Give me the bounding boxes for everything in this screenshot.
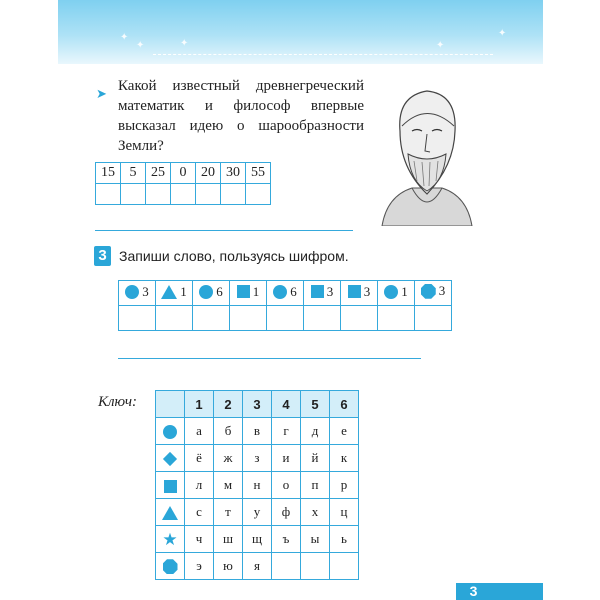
sparkle-icon: ✦ [136,40,145,51]
cipher-number: 1 [401,283,408,299]
key-letter-cell: ц [330,499,359,526]
key-column-header: 2 [214,391,243,418]
cipher-number: 3 [142,283,149,299]
sparkle-icon: ✦ [180,38,189,49]
key-letter-cell: к [330,445,359,472]
key-letter-cell: з [243,445,272,472]
key-column-header: 1 [185,391,214,418]
cipher-number: 3 [363,283,371,299]
key-letter-cell: т [214,499,243,526]
key-letter-cell [301,553,330,580]
answer-cell[interactable] [341,306,378,331]
key-letter-cell: й [301,445,330,472]
cipher-key-table [155,390,359,580]
key-row [156,445,359,472]
key-letter-cell: щ [243,526,272,553]
key-row [156,472,359,499]
key-letter-cell: в [243,418,272,445]
answer-line[interactable] [118,358,421,359]
header-dashed-line [153,54,493,55]
cipher-cell [378,281,415,306]
number-cell: 20 [196,163,221,184]
cipher-number: 1 [252,283,260,299]
answer-cell[interactable] [230,306,267,331]
question-text: Какой известный древнегреческий математик и философ впервые высказал идею о шарообразности Земли? [118,78,364,154]
key-letter-cell: ф [272,499,301,526]
number-cell: 0 [171,163,196,184]
key-letter-cell: и [272,445,301,472]
key-letter-cell: р [330,472,359,499]
arrow-bullet-icon: ➤ [96,86,107,101]
octagon-icon [421,284,436,299]
key-letter-cell: ш [214,526,243,553]
number-cell: 5 [121,163,146,184]
answer-cell[interactable] [119,306,156,331]
cipher-number: 6 [216,283,223,299]
key-column-header: 5 [301,391,330,418]
key-shape-cell [156,472,185,499]
key-letter-cell: с [185,499,214,526]
key-column-header: 3 [243,391,272,418]
circle-icon [273,285,287,299]
answer-cell[interactable] [146,184,171,205]
answer-cell[interactable] [221,184,246,205]
answer-cell[interactable] [96,184,121,205]
key-corner-cell [156,391,185,418]
square-icon [311,285,324,298]
key-letter-cell: г [272,418,301,445]
circle-icon [125,285,139,299]
cipher-cell [267,281,304,306]
sparkle-icon: ✦ [436,40,445,51]
cipher-cell [156,281,193,306]
key-letter-cell: м [214,472,243,499]
answer-number-table [95,162,271,205]
answer-cell[interactable] [304,306,341,331]
circle-icon [163,425,177,439]
key-column-header: 4 [272,391,301,418]
circle-icon [384,285,398,299]
diamond-icon [163,452,177,466]
key-letter-cell: ч [185,526,214,553]
task-instruction: Запиши слово, пользуясь шифром. [119,248,349,264]
octagon-icon [163,559,178,574]
answer-cell[interactable] [156,306,193,331]
cipher-number: 6 [290,283,297,299]
key-letter-cell [330,553,359,580]
answer-line[interactable] [95,230,353,231]
key-letter-cell: ж [214,445,243,472]
key-letter-cell: у [243,499,272,526]
number-cell: 25 [146,163,171,184]
key-letter-cell: д [301,418,330,445]
cipher-cell [119,281,156,306]
answer-cell[interactable] [196,184,221,205]
task-number-badge: 3 [94,246,111,266]
answer-cell[interactable] [246,184,271,205]
square-icon [164,480,177,493]
key-shape-cell [156,418,185,445]
key-letter-cell: ъ [272,526,301,553]
key-letter-cell: ы [301,526,330,553]
star-icon: ★ [162,530,178,550]
key-letter-cell: а [185,418,214,445]
answer-cell[interactable] [378,306,415,331]
sparkle-icon: ✦ [498,28,507,39]
philosopher-portrait [372,76,482,226]
key-shape-cell [156,526,185,553]
answer-cell[interactable] [121,184,146,205]
cipher-table [118,280,452,331]
cipher-number: 1 [180,283,187,299]
key-letter-cell: ю [214,553,243,580]
square-icon [348,285,361,298]
key-letter-cell: б [214,418,243,445]
key-letter-cell: ё [185,445,214,472]
cipher-number: 3 [438,283,446,299]
key-letter-cell: п [301,472,330,499]
key-shape-cell [156,499,185,526]
key-row [156,553,359,580]
number-cell: 55 [246,163,271,184]
answer-cell[interactable] [267,306,304,331]
square-icon [237,285,250,298]
key-letter-cell: о [272,472,301,499]
page-number-bar [456,583,543,600]
sparkle-icon: ✦ [120,32,129,43]
number-cell: 30 [221,163,246,184]
key-shape-cell [156,445,185,472]
key-letter-cell: я [243,553,272,580]
key-shape-cell [156,553,185,580]
cipher-cell [341,281,378,306]
key-letter-cell: л [185,472,214,499]
cipher-cell [193,281,230,306]
key-letter-cell [272,553,301,580]
key-row [156,526,359,553]
answer-cell[interactable] [415,306,452,331]
key-row [156,499,359,526]
key-letter-cell: ь [330,526,359,553]
cipher-cell [304,281,341,306]
cipher-number: 3 [326,283,334,299]
answer-cell[interactable] [193,306,230,331]
key-letter-cell: е [330,418,359,445]
key-letter-cell: х [301,499,330,526]
triangle-icon [162,506,178,520]
answer-cell[interactable] [171,184,196,205]
cipher-cell [415,281,452,306]
page-header-banner [58,0,543,64]
page-number: 3 [469,583,478,599]
key-row [156,418,359,445]
cipher-cell [230,281,267,306]
circle-icon [199,285,213,299]
key-letter-cell: э [185,553,214,580]
triangle-icon [161,285,177,299]
number-cell: 15 [96,163,121,184]
key-label: Ключ: [98,394,138,410]
key-letter-cell: н [243,472,272,499]
key-column-header: 6 [330,391,359,418]
